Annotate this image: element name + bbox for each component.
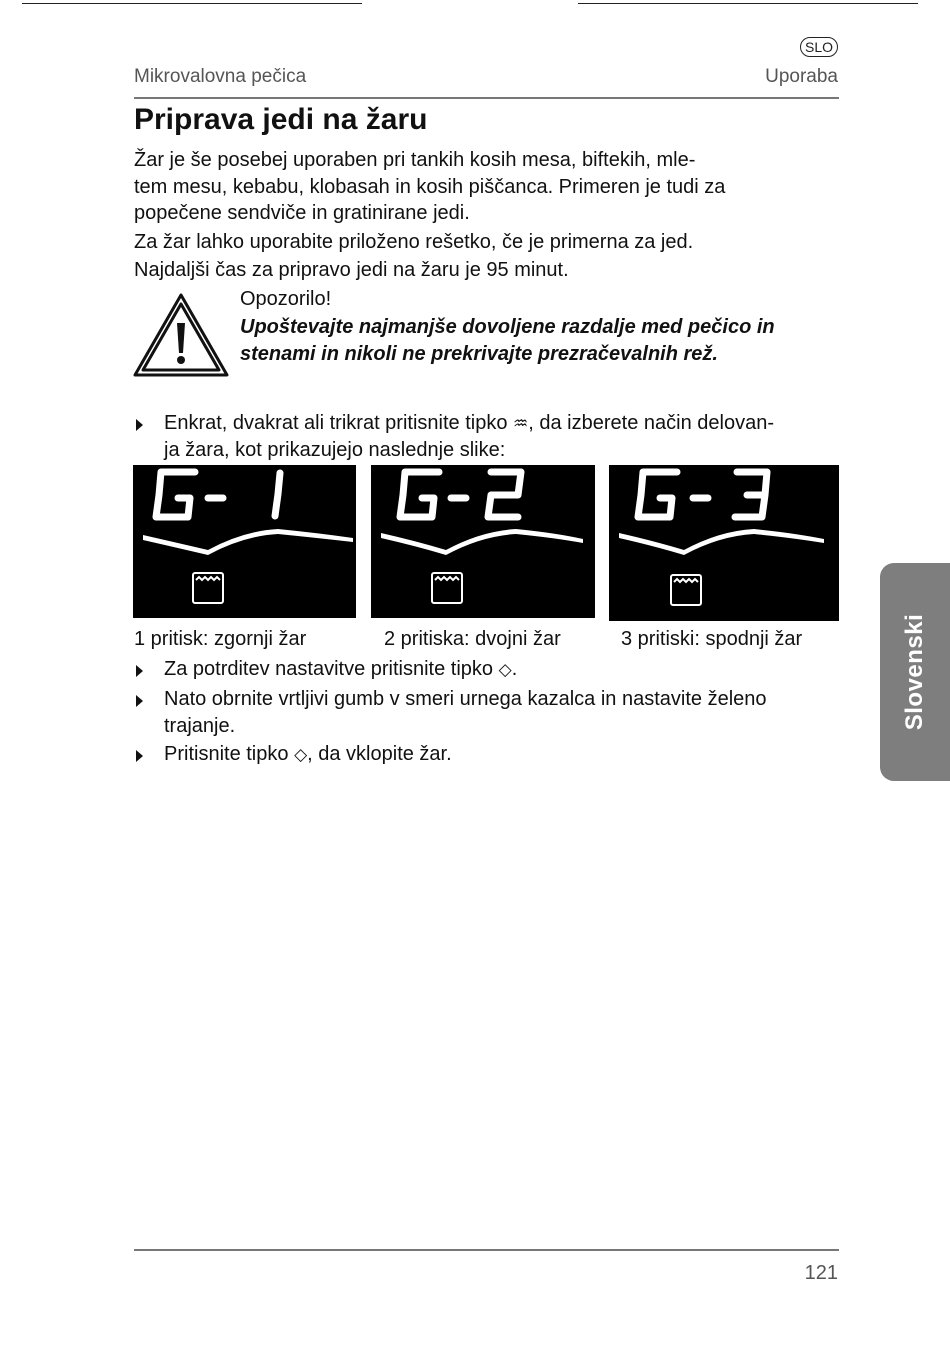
display-panel-g3 xyxy=(609,465,839,621)
step1-line-2: ja žara, kot prikazujejo naslednje slike: xyxy=(164,439,506,461)
header-section-title: Uporaba xyxy=(765,66,838,87)
intro-line-1: Žar je še posebej uporaben pri tankih kosih mesa, biftekih, mle- xyxy=(134,149,696,171)
warning-line-2: stenami in nikoli ne prekrivajte prezračevalnih rež. xyxy=(240,343,718,365)
step-set-duration xyxy=(134,686,839,740)
language-badge: SLO xyxy=(800,37,838,57)
warning-triangle-icon xyxy=(133,293,229,377)
step2-text-after: . xyxy=(511,658,518,680)
start-key-icon: ◇ xyxy=(294,745,308,764)
start-key-icon: ◇ xyxy=(498,660,512,679)
step1-text-after: , da izberete način delovan- xyxy=(528,412,774,434)
step2-text-before: Za potrditev nastavitve pritisnite tipko xyxy=(164,658,499,680)
bullet-arrow-icon xyxy=(134,741,164,768)
top-crop-bar-left xyxy=(22,0,362,4)
bullet-arrow-icon xyxy=(134,656,164,683)
warning-line-1: Upoštevajte najmanjše dovoljene razdalje med pečico in xyxy=(240,316,775,338)
grill-key-icon: ♒ xyxy=(513,414,529,433)
caption-g3: 3 pritiski: spodnji žar xyxy=(621,628,803,650)
page-title: Priprava jedi na žaru xyxy=(134,103,428,136)
step4-text-before: Pritisnite tipko xyxy=(164,743,295,765)
intro-line-2: tem mesu, kebabu, klobasah in kosih piščanca. Primeren je tudi za xyxy=(134,176,726,198)
caption-g2: 2 pritiska: dvojni žar xyxy=(384,628,561,650)
footer-divider xyxy=(134,1249,839,1251)
step-start-grill xyxy=(134,741,839,768)
oven-bottom-grill-icon xyxy=(671,575,701,605)
bullet-arrow-icon xyxy=(134,686,164,740)
side-tab-label: Slovenski xyxy=(901,613,928,731)
step1-text-before: Enkrat, dvakrat ali trikrat pritisnite tipko xyxy=(164,412,514,434)
caption-g1: 1 pritisk: zgornji žar xyxy=(134,628,307,650)
bullet-arrow-icon xyxy=(134,410,164,464)
display-panel-g1 xyxy=(133,465,356,618)
intro-line-4: Za žar lahko uporabite priloženo rešetko, če je primerna za jed. xyxy=(134,231,694,253)
oven-dual-grill-icon xyxy=(432,573,462,603)
language-side-tab xyxy=(880,563,950,781)
oven-top-grill-icon xyxy=(193,573,223,603)
header-divider xyxy=(134,97,839,99)
step3-line-1: Nato obrnite vrtljivi gumb v smeri urnega kazalca in nastavite želeno xyxy=(164,688,767,710)
intro-line-3: popečene sendviče in gratinirane jedi. xyxy=(134,202,470,224)
step3-line-2: trajanje. xyxy=(164,715,236,737)
step-select-grill-mode xyxy=(134,410,839,464)
warning-heading: Opozorilo! xyxy=(240,288,332,310)
page-number: 121 xyxy=(804,1262,838,1284)
display-panel-g2 xyxy=(371,465,595,618)
intro-line-5: Najdaljši čas za pripravo jedi na žaru je 95 minut. xyxy=(134,259,569,281)
step-confirm-setting xyxy=(134,656,839,683)
top-crop-bar-right xyxy=(578,0,918,4)
step4-text-after: , da vklopite žar. xyxy=(307,743,452,765)
warning-text xyxy=(240,314,840,368)
header-product-title: Mikrovalovna pečica xyxy=(134,66,307,87)
